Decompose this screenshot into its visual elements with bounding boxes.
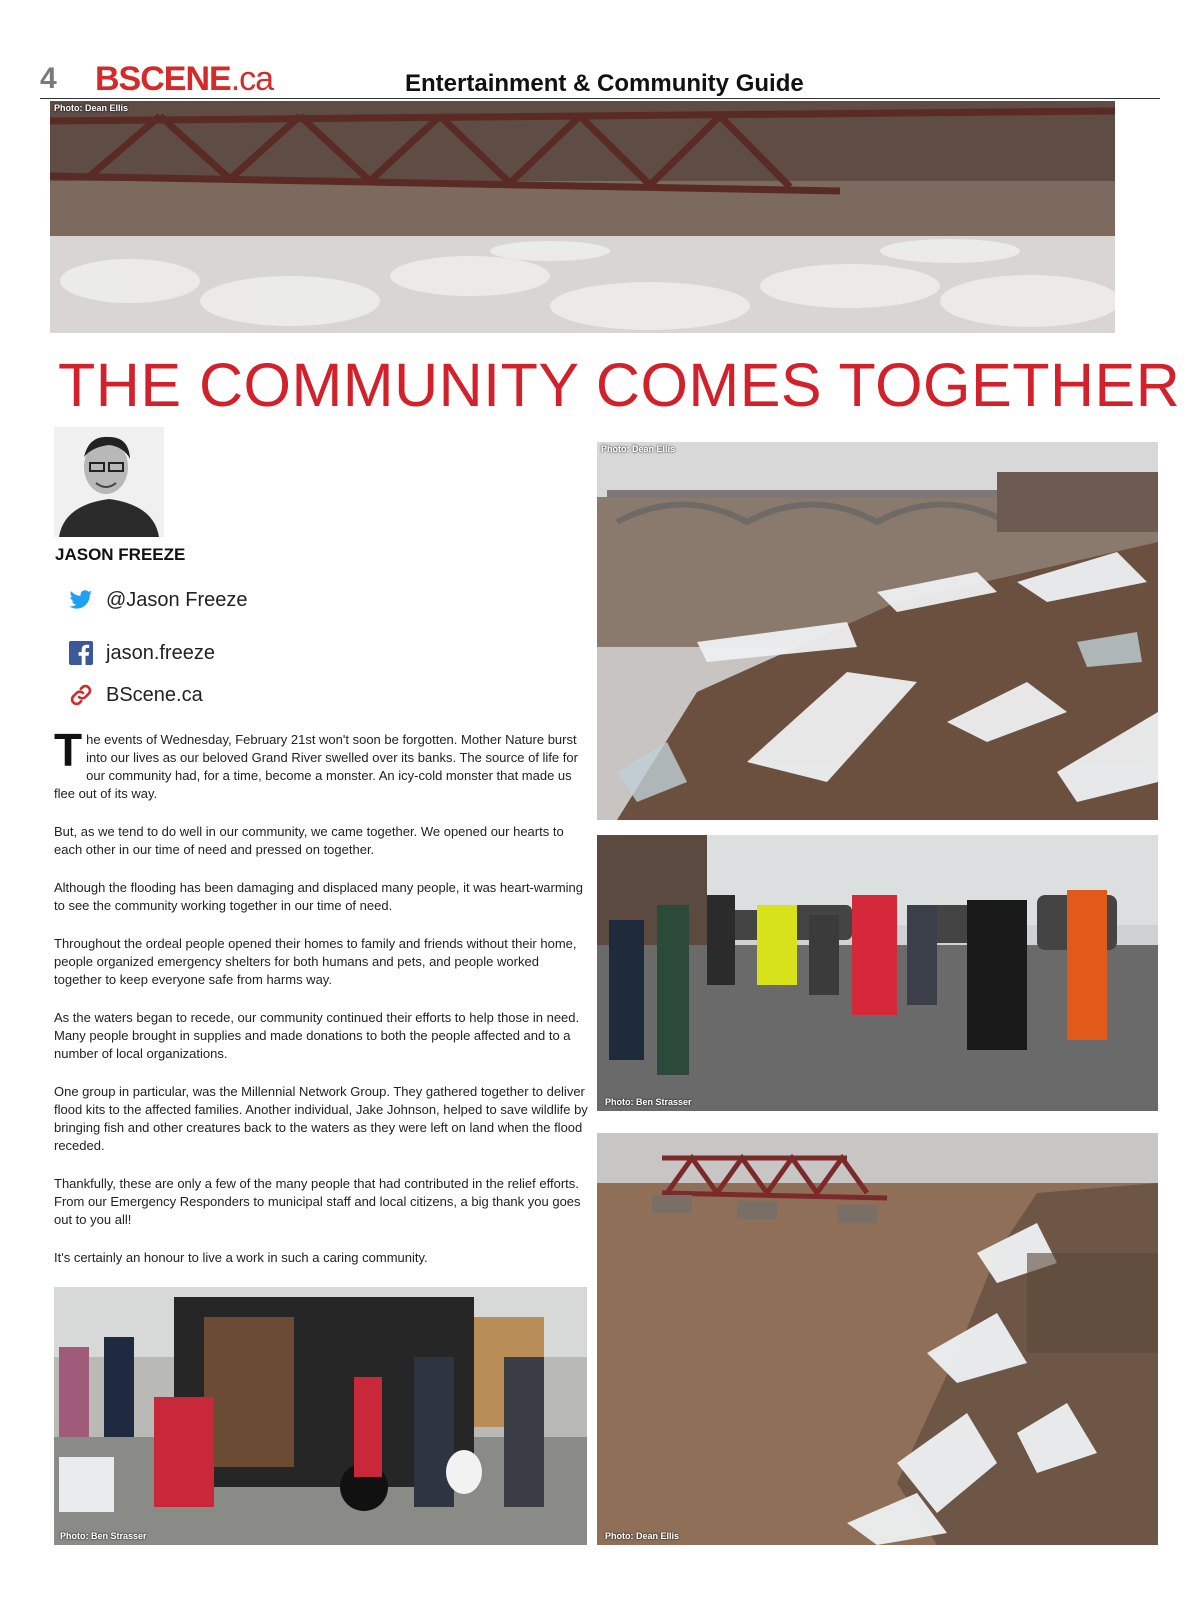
- article-paragraph: It's certainly an honour to live a work in such a caring community.: [54, 1250, 428, 1265]
- website-url: BScene.ca: [106, 683, 203, 706]
- website-link[interactable]: [68, 682, 203, 708]
- article-paragraph: But, as we tend to do well in our community, we came together. We opened our hearts to each other in our time of need and pressed on together.: [54, 824, 564, 857]
- brand-logo: [95, 60, 273, 99]
- twitter-link[interactable]: [68, 587, 247, 613]
- top-banner-photo: [50, 101, 1115, 333]
- photo-credit: Photo: Ben Strasser: [60, 1531, 147, 1541]
- article-paragraph: One group in particular, was the Millennial Network Group. They gathered together to deliver flood kits to the affected families. Another individual, Jake Johnson, helped to save wildlife by bringing fish and other creatures back to the waters as they were left on land when the flood receded.: [54, 1084, 588, 1153]
- article-body: [54, 724, 589, 1287]
- headline: THE COMMUNITY COMES TOGETHER: [58, 351, 1181, 419]
- ice-bridge-photo: [597, 442, 1158, 820]
- author-avatar: [54, 427, 164, 537]
- article-paragraph: Throughout the ordeal people opened their homes to family and friends without their home, people organized emergency shelters for both humans and pets, and people worked together to keep everyone safe from harms way.: [54, 936, 577, 987]
- facebook-icon: [68, 640, 94, 666]
- photo-credit: Photo: Ben Strasser: [605, 1097, 692, 1107]
- twitter-icon: [68, 587, 94, 613]
- header-divider: [40, 98, 1160, 99]
- photo-credit: Photo: Dean Ellis: [605, 1531, 680, 1541]
- trestle-photo: [597, 1133, 1158, 1545]
- photo-credit: Photo: Dean Ellis: [54, 103, 129, 113]
- photo-credit: Photo: Dean Ellis: [601, 444, 676, 454]
- page-number: 4: [40, 62, 57, 95]
- twitter-handle: @Jason Freeze: [106, 588, 248, 611]
- article-paragraph: Thankfully, these are only a few of the many people that had contributed in the relief efforts. From our Emergency Responders to municipal staff and local citizens, a big thank you goes out to you all!: [54, 1176, 581, 1227]
- article-paragraph: The events of Wednesday, February 21st won't soon be forgotten. Mother Nature burst into our lives as our beloved Grand River swelled over its banks. The source of life for our community had, for a time, become a monster. An icy-cold monster that made us flee out of its way.: [54, 724, 578, 801]
- facebook-handle: jason.freeze: [106, 641, 215, 664]
- brand-suffix: .ca: [230, 60, 274, 98]
- article-paragraph: Although the flooding has been damaging and displaced many people, it was heart-warming to see the community working together in our time of need.: [54, 880, 584, 913]
- trailer-photo: [54, 1287, 587, 1545]
- article-paragraph: As the waters began to recede, our community continued their efforts to help those in need. Many people brought in supplies and made donations to both the people affected and to a number of local organizations.: [54, 1010, 580, 1061]
- crowd-photo: [597, 835, 1158, 1111]
- author-name: JASON FREEZE: [55, 545, 186, 564]
- drop-cap: T: [54, 724, 83, 776]
- link-icon: [68, 682, 94, 708]
- section-title: Entertainment & Community Guide: [405, 70, 804, 97]
- brand-main: BSCENE: [95, 60, 231, 98]
- facebook-link[interactable]: [68, 640, 215, 666]
